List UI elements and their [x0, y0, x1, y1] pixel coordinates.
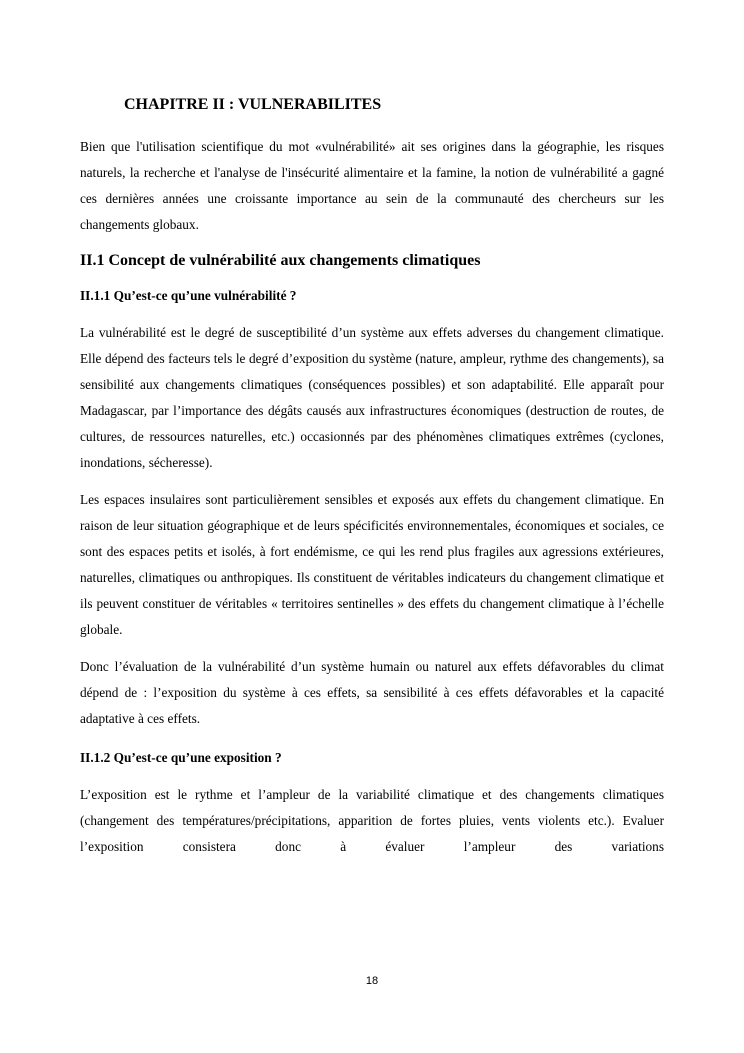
page-number: 18 — [365, 975, 379, 987]
paragraph-definition: La vulnérabilité est le degré de susceptibilité d’un système aux effets adverses du changement climatique. Elle dépend des facteurs tels le degré d’exposition du système (nature, ampleur, rythme des changements), sa sensibilité aux changements climatiques (conséquences possibles) et son adaptabilité. Elle apparaît pour Madagascar, par l’importance des dégâts causés aux infrastructures économiques (destruction de routes, de cultures, de ressources naturelles, etc.) occasionnés par des phénomènes climatiques extrêmes (cyclones, inondations, sécheresse). — [80, 325, 664, 470]
paragraph-island-spaces: Les espaces insulaires sont particulièrement sensibles et exposés aux effets du changement climatique. En raison de leur situation géographique et de leurs spécificités environnementales, économiques et sociales, ce sont des espaces petits et isolés, à fort endémisme, ce qui les rend plus fragiles aux agressions extérieures, naturelles, climatiques ou anthropiques. Ils constituent de véritables indicateurs du changement climatique et ils peuvent constituer de véritables « territoires sentinelles » des effets du changement climatique à l’échelle globale. — [80, 492, 664, 637]
section-heading: II.1 Concept de vulnérabilité aux changements climatiques — [80, 252, 481, 269]
intro-paragraph: Bien que l'utilisation scientifique du mot «vulnérabilité» ait ses origines dans la géographie, les risques naturels, la recherche et l'analyse de l'insécurité alimentaire et la famine, la notion de vulnérabilité a gagné ces dernières années une croissante importance au sein de la communauté des chercheurs sur les changements globaux. — [80, 139, 664, 232]
subsection-heading-exposure: II.1.2 Qu’est-ce qu’une exposition ? — [80, 750, 282, 765]
subsection-heading-vulnerability: II.1.1 Qu’est-ce qu’une vulnérabilité ? — [80, 288, 297, 303]
paragraph-evaluation: Donc l’évaluation de la vulnérabilité d’un système humain ou naturel aux effets défavorables du climat dépend de : l’exposition du système à ces effets, sa sensibilité à ces effets défavorables et la capacité adaptative à ces effets. — [80, 659, 664, 726]
document-page — [80, 94, 664, 860]
chapter-title: CHAPITRE II : VULNERABILITES — [124, 96, 382, 113]
paragraph-exposure: L’exposition est le rythme et l’ampleur de la variabilité climatique et des changements climatiques (changement des températures/précipitations, apparition de fortes pluies, vents violents etc.). Evaluer l’exposition consistera donc à évaluer l’ampleur des variations — [80, 787, 664, 854]
